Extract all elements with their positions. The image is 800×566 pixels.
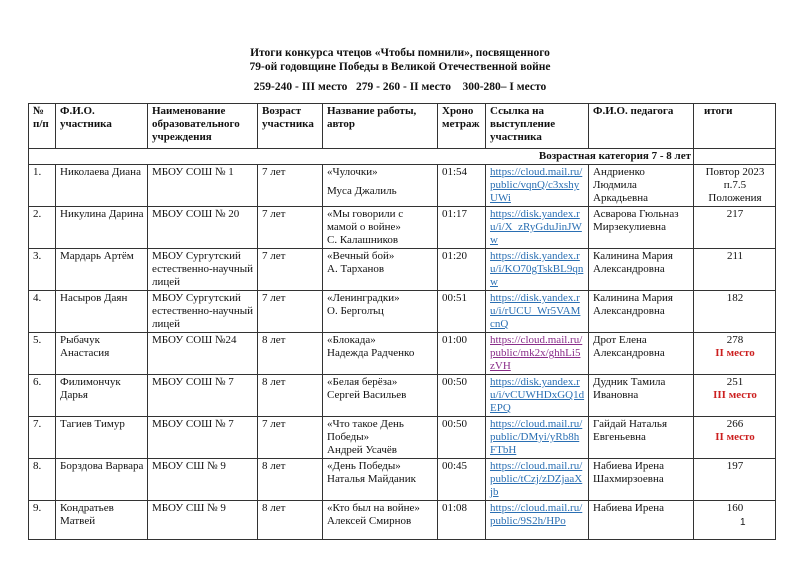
col-header-number: № п/п [29, 104, 56, 149]
duration: 01:17 [438, 207, 486, 249]
result-score: 251 [726, 376, 744, 388]
result-cell [694, 207, 776, 249]
work-author: Андрей Усачёв [327, 444, 397, 456]
table-header-row [29, 104, 776, 149]
work-title: «Мы говорили с мамой о войне» [327, 208, 404, 233]
link-cell [486, 459, 589, 501]
teacher-name: Калинина Мария Александровна [589, 249, 694, 291]
performance-link[interactable]: https://cloud.mail.ru/public/mk2x/ghhLi5zVH [490, 334, 583, 372]
participant-age: 8 лет [258, 375, 323, 417]
table-row [29, 249, 776, 291]
result-place: II место [715, 347, 755, 359]
result-place: III место [713, 389, 757, 401]
link-cell [486, 291, 589, 333]
work-author: Надежда Радченко [327, 347, 415, 359]
performance-link[interactable]: https://disk.yandex.ru/i/rUCU_Wr5VAMcnQ [490, 292, 581, 330]
participant-age: 7 лет [258, 207, 323, 249]
school-name: МБОУ СОШ № 7 [148, 375, 258, 417]
school-name: МБОУ СОШ № 7 [148, 417, 258, 459]
table-row [29, 207, 776, 249]
document-title-line1: Итоги конкурса чтецов «Чтобы помнили», посвященного [250, 47, 550, 59]
teacher-name: Калинина Мария Александровна [589, 291, 694, 333]
col-header-results: итоги [694, 104, 776, 149]
table-row [29, 417, 776, 459]
results-table [28, 103, 776, 540]
work-title: «Ленинградки» [327, 292, 400, 304]
teacher-name: Дрот Елена Александровна [589, 333, 694, 375]
row-number: 3. [29, 249, 56, 291]
teacher-name: Набиева Ирена [589, 501, 694, 540]
performance-link[interactable]: https://cloud.mail.ru/public/vqnQ/c3xshyUWi [490, 166, 583, 204]
work-author: Сергей Васильев [327, 389, 407, 401]
result-cell [694, 501, 776, 540]
participant-name: Филимончук Дарья [56, 375, 148, 417]
participant-name: Никулина Дарина [56, 207, 148, 249]
category-label: Возрастная категория 7 - 8 лет [29, 149, 694, 165]
participant-name: Борздова Варвара [56, 459, 148, 501]
participant-age: 8 лет [258, 501, 323, 540]
school-name: МБОУ Сургутский естественно-научный лицей [148, 249, 258, 291]
work-cell [323, 333, 438, 375]
row-number: 2. [29, 207, 56, 249]
duration: 01:08 [438, 501, 486, 540]
row-number: 9. [29, 501, 56, 540]
work-cell [323, 375, 438, 417]
work-author: Наталья Майданик [327, 473, 416, 485]
result-cell [694, 459, 776, 501]
participant-age: 7 лет [258, 249, 323, 291]
work-cell [323, 501, 438, 540]
col-header-participant: Ф.И.О. участника [56, 104, 148, 149]
result-score: 211 [726, 250, 744, 262]
row-number: 5. [29, 333, 56, 375]
category-row [29, 149, 776, 165]
row-number: 1. [29, 165, 56, 207]
link-cell [486, 207, 589, 249]
result-score: 160 [726, 502, 744, 514]
col-header-link: Ссылка на выступление участника [486, 104, 589, 149]
participant-name: Кондратьев Матвей [56, 501, 148, 540]
work-cell [323, 165, 438, 207]
work-author: О. Берголъц [327, 305, 384, 317]
teacher-name: Асварова Гюльназ Мирзекулиевна [589, 207, 694, 249]
work-author: Алексей Смирнов [327, 515, 412, 527]
school-name: МБОУ СОШ № 1 [148, 165, 258, 207]
school-name: МБОУ СОШ №24 [148, 333, 258, 375]
performance-link[interactable]: https://cloud.mail.ru/public/DMyi/yRb8hFTbH [490, 418, 583, 456]
table-row [29, 501, 776, 540]
result-cell [694, 165, 776, 207]
work-author: С. Калашников [327, 234, 399, 246]
school-name: МБОУ СШ № 9 [148, 459, 258, 501]
link-cell [486, 165, 589, 207]
col-header-duration: Хроно метраж [438, 104, 486, 149]
result-cell [694, 249, 776, 291]
performance-link[interactable]: https://cloud.mail.ru/public/tCzj/zDZjaaXjb [490, 460, 583, 498]
row-number: 6. [29, 375, 56, 417]
school-name: МБОУ Сургутский естественно-научный лицей [148, 291, 258, 333]
work-title: «Что такое День Победы» [327, 418, 404, 443]
participant-age: 8 лет [258, 459, 323, 501]
duration: 00:50 [438, 417, 486, 459]
category-empty-cell [694, 149, 776, 165]
performance-link[interactable]: https://disk.yandex.ru/i/vCUWHDxGQ1dEPQ [490, 376, 585, 414]
participant-age: 7 лет [258, 291, 323, 333]
work-title: «Кто был на войне» [327, 502, 420, 514]
link-cell [486, 417, 589, 459]
table-row [29, 291, 776, 333]
participant-name: Николаева Диана [56, 165, 148, 207]
duration: 01:00 [438, 333, 486, 375]
teacher-name: Набиева Ирена Шахмирзоевна [589, 459, 694, 501]
participant-name: Мардарь Артём [56, 249, 148, 291]
table-row [29, 459, 776, 501]
participant-age: 7 лет [258, 417, 323, 459]
col-header-work: Название работы, автор [323, 104, 438, 149]
link-cell [486, 249, 589, 291]
row-number: 8. [29, 459, 56, 501]
result-cell [694, 333, 776, 375]
result-score: Повтор 2023 п.7.5 Положения [705, 166, 765, 204]
work-title: «Чулочки» [327, 166, 378, 178]
scoring-scale: 259-240 - III место 279 - 260 - II место 300-280– I место [253, 81, 547, 93]
document-title-line2: 79-ой годовщине Победы в Великой Отечественной войне [249, 61, 551, 73]
result-place: II место [715, 431, 755, 443]
table-row [29, 375, 776, 417]
result-score: 182 [726, 292, 744, 304]
participant-age: 8 лет [258, 333, 323, 375]
teacher-name: Гайдай Наталья Евгеньевна [589, 417, 694, 459]
work-author: Муса Джалиль [327, 185, 397, 197]
work-cell [323, 249, 438, 291]
col-header-teacher: Ф.И.О. педагога [589, 104, 694, 149]
duration: 00:51 [438, 291, 486, 333]
link-cell [486, 375, 589, 417]
table-row [29, 333, 776, 375]
work-cell [323, 459, 438, 501]
teacher-name: Андриенко Людмила Аркадьевна [589, 165, 694, 207]
performance-link[interactable]: https://disk.yandex.ru/i/X_zRyGduJinJWw [490, 208, 582, 246]
row-number: 7. [29, 417, 56, 459]
work-title: «День Победы» [327, 460, 401, 472]
work-title: «Вечный бой» [327, 250, 395, 262]
link-cell [486, 501, 589, 540]
col-header-age: Возраст участника [258, 104, 323, 149]
participant-name: Тагиев Тимур [56, 417, 148, 459]
duration: 00:50 [438, 375, 486, 417]
work-cell [323, 417, 438, 459]
result-score: 217 [726, 208, 744, 220]
work-cell [323, 291, 438, 333]
duration: 01:20 [438, 249, 486, 291]
duration: 00:45 [438, 459, 486, 501]
work-author: А. Тарханов [327, 263, 385, 275]
work-title: «Белая берёза» [327, 376, 398, 388]
performance-link[interactable]: https://disk.yandex.ru/i/KO70gTskBL9qnw [490, 250, 584, 288]
teacher-name: Дудник Тамила Ивановна [589, 375, 694, 417]
result-score: 197 [726, 460, 744, 472]
result-score: 278 [726, 334, 744, 346]
result-cell [694, 417, 776, 459]
result-cell [694, 375, 776, 417]
work-cell [323, 207, 438, 249]
school-name: МБОУ СОШ № 20 [148, 207, 258, 249]
result-score: 266 [726, 418, 744, 430]
work-title: «Блокада» [327, 334, 376, 346]
duration: 01:54 [438, 165, 486, 207]
performance-link[interactable]: https://cloud.mail.ru/public/9S2h/HPo [490, 502, 583, 527]
participant-age: 7 лет [258, 165, 323, 207]
page-number: 1 [740, 517, 746, 528]
row-number: 4. [29, 291, 56, 333]
result-cell [694, 291, 776, 333]
col-header-school: Наименование образовательного учреждения [148, 104, 258, 149]
school-name: МБОУ СШ № 9 [148, 501, 258, 540]
link-cell [486, 333, 589, 375]
table-row [29, 165, 776, 207]
participant-name: Насыров Даян [56, 291, 148, 333]
participant-name: Рыбачук Анастасия [56, 333, 148, 375]
